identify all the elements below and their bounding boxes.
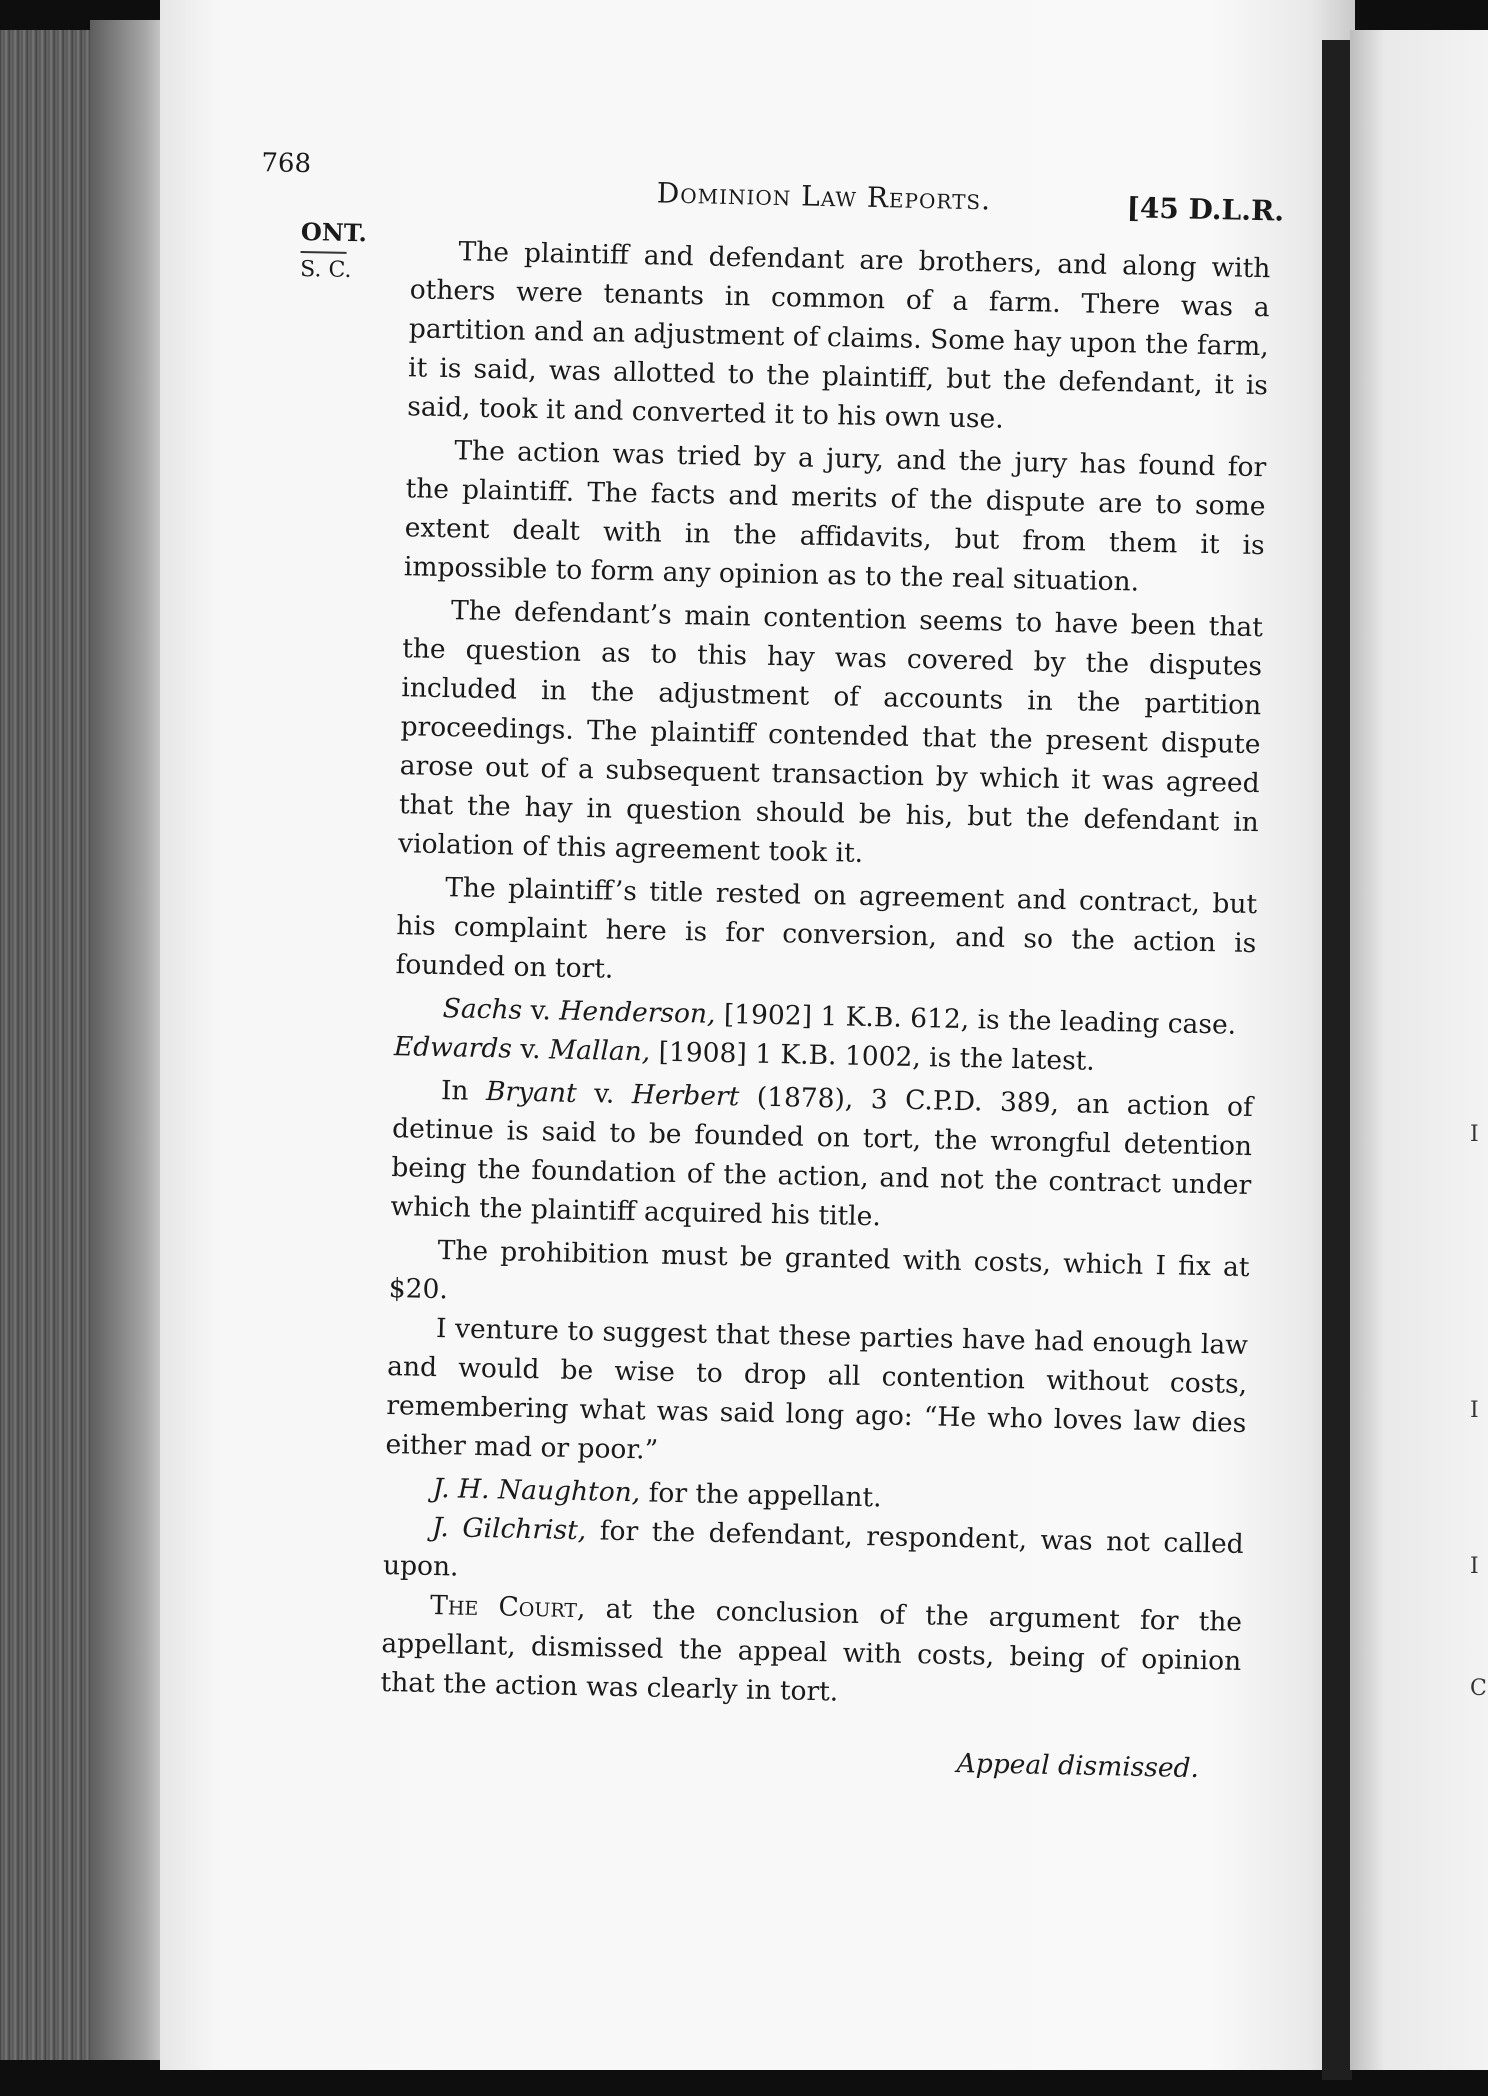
- holding-text: at the conclusion of the argument for the appellant, dismissed the appeal with costs, being of opinion that the action was clearly in tort.: [380, 1593, 1243, 1708]
- margin-rule: [301, 251, 347, 254]
- running-title: Dominion Law Reports.: [656, 176, 992, 217]
- case-name: Henderson,: [558, 995, 716, 1030]
- volume-citation: [45 D.L.R.: [1126, 191, 1285, 228]
- paragraph: The action was tried by a jury, and the jury has found for the plaintiff. The facts and merits of the dispute are to some extent dealt with in the affidavits, but from them it is impossible to form any opinion as to the real situation.: [403, 435, 1267, 598]
- page-number: 768: [261, 148, 312, 180]
- facing-page-letter: I: [1470, 1554, 1479, 1579]
- counsel-role: for the defendant, respondent, was not called upon.: [382, 1515, 1245, 1583]
- court-name: The Court,: [429, 1589, 586, 1625]
- case-name: Edwards: [393, 1031, 513, 1065]
- paragraph: The prohibition must be granted with costs, which I fix at $20.: [388, 1235, 1250, 1306]
- case-name: Mallan,: [548, 1034, 651, 1068]
- facing-page-letter: I: [1470, 1122, 1479, 1147]
- case-name: Bryant: [485, 1076, 577, 1109]
- paragraph: The defendant’s main contention seems to have been that the question as to this hay was covered by the disputes included in the adjustment of accounts in the partition proceedings. The plaintiff contended that the present dispute arose out of a subsequent transaction by which it was agreed that the hay in question should be his, but the defendant in violation of this agreement took it.: [397, 595, 1264, 869]
- lead-text: In: [440, 1075, 487, 1108]
- citation: (1878), 3 C.P.D. 389, an action of detinue is said to be founded on tort, the wrongful detention being the foundation of the action, and not the contract under which the plaintiff acquired his title.: [390, 1081, 1254, 1233]
- paragraph: I venture to suggest that these parties have had enough law and would be wise to drop all contention without costs, remembering what was said long ago: “He who loves law dies either mad or poor.”: [385, 1313, 1249, 1466]
- margin-court: S. C.: [299, 256, 352, 284]
- citation: [1902] 1 K.B. 612, is the leading case.: [715, 998, 1237, 1041]
- judgment-text: [379, 231, 1271, 1789]
- paragraph: [390, 1070, 1253, 1244]
- facing-page-letter: C: [1470, 1676, 1487, 1701]
- case-name: Herbert: [631, 1079, 740, 1113]
- margin-province: ONT.: [300, 216, 368, 248]
- versus: v.: [576, 1077, 633, 1111]
- paragraph: The plaintiff and defendant are brothers, and along with others were tenants in common of a farm. There was a partition and an adjustment of claims. Some hay upon the farm, it is said, was allotted to the plaintiff, but the defendant, it is said, took it and converted it to his own use.: [407, 236, 1271, 435]
- paragraph: [380, 1585, 1242, 1720]
- versus: v.: [511, 1033, 550, 1066]
- counsel-role: for the appellant.: [639, 1477, 882, 1514]
- citation: [1908] 1 K.B. 1002, is the latest.: [649, 1036, 1096, 1077]
- counsel-name: J. Gilchrist,: [431, 1511, 587, 1547]
- counsel-name: J. H. Naughton,: [432, 1472, 641, 1509]
- paragraph: The plaintiff’s title rested on agreement and contract, but his complaint here is for conversion, and so the action is founded on tort.: [395, 872, 1258, 985]
- facing-page-letter: I: [1470, 1398, 1479, 1423]
- case-name: Sachs: [442, 993, 523, 1026]
- versus: v.: [521, 994, 560, 1027]
- disposition: Appeal dismissed.: [956, 1748, 1200, 1785]
